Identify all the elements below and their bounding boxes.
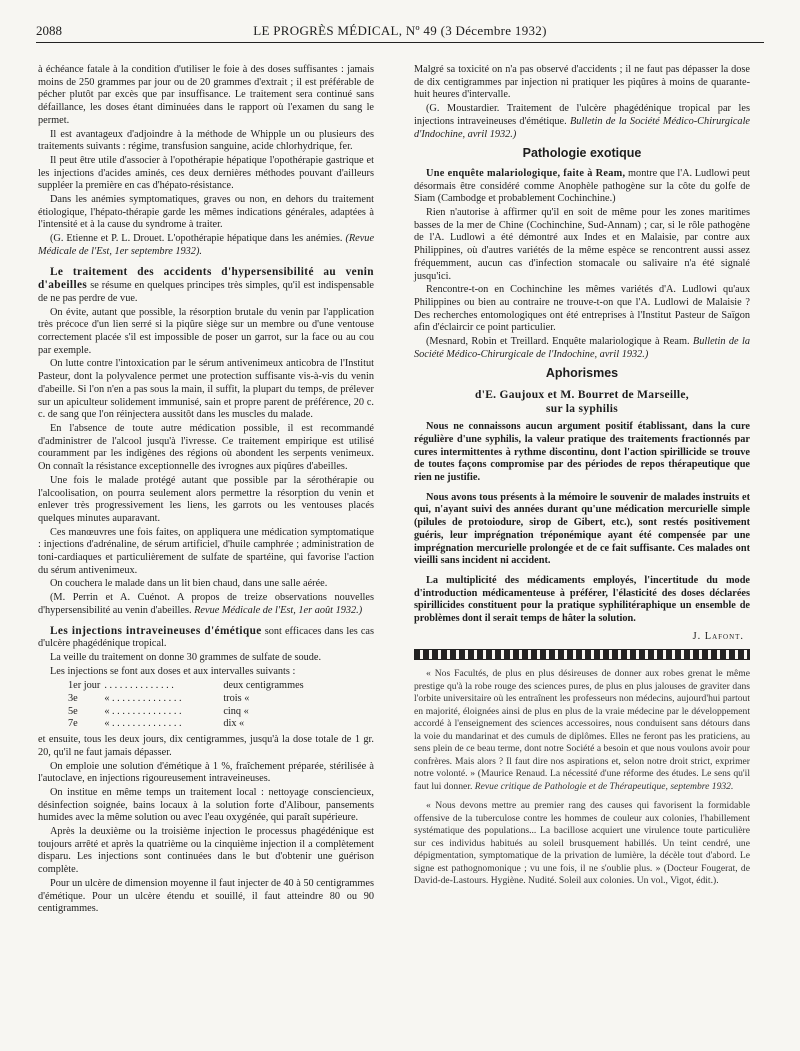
paragraph: On emploie une solution d'émétique à 1 %, fraîchement préparée, stérilisée à l'autoclave, en injections rigoureusement intraveineuses. [38, 760, 374, 785]
section-intro: se résume en quelques principes très simples, qu'il est indispensable de ne pas perdre de vue. [38, 280, 374, 304]
paragraph: Il peut être utile d'associer à l'opothérapie hépatique l'opothérapie gastrique et les injections d'acides aminés, ces deux dernières méthodes pouvant d'ailleurs suppléer la première en cas d'hépato-résistance. [38, 154, 374, 192]
quotation: « Nous devons mettre au premier rang des causes qui favorisent la formidable offensive de la tuberculose contre les hommes de couleur aux colonies, l'habillement systématique des populations... La bacillose acquiert une virulence toute particulière sur ces individus habitués au soleil brusquement habillés. Un teint cendré, une dépigmentation, symptomatique de la privation de lumière, la décèle tout d'abord. Le signe est pathognomonique ; vu une fois, il ne s'oublie plus. » (Docteur Fougerat, de David-de-Lastours. Hygiène. Nudité. Soleil aux colonies. Un vol., Vigot, édit.). [414, 800, 750, 887]
quote-text: « Nos Facultés, de plus en plus désireuses de donner aux robes grenat le même prestige qu'à la robe rouge des sciences pures, de plus en plus jalouses de graviter dans l'orbite universitaire où les entraînent les professeurs non médecins, aujourd'hui partout en majorité, éloignées ainsi de plus en plus de la vraie médecine par le développement accordé à l'enseignement des sciences accessoires, nous conduisent sans détours dans la voie du mandarinat et des cumuls de diplômes. Elles ne feront pas les praticiens, au sens plein de ce beau terme, dont notre Société a besoin et que nous voulons avoir pour confrères. Mais alors ? Il faut dire nos aspirations et, selon notre droit strict, exprimer notre volonté. » (Maurice Renaud. La nécessité d'une réforme des études. Le sens qu'il faut lui donner. [414, 668, 750, 792]
section-title: Les injections intraveineuses d'émétique [50, 624, 262, 637]
reference [38, 233, 374, 258]
paragraph: En l'absence de toute autre médication possible, il est recommandé d'administrer de l'alcool jusqu'à l'ivresse. Ce traitement empirique est utilisé couramment par les indigènes des régions où abondent les serpents venimeux. On connaît la résistance exceptionnelle des ivrognes aux piqûres d'abeilles. [38, 422, 374, 473]
section-paragraph [38, 625, 374, 651]
subtitle-line: d'E. Gaujoux et M. Bourret de Marseille, [475, 389, 689, 402]
right-column [414, 64, 750, 889]
section-heading: Pathologie exotique [522, 146, 642, 161]
ornamental-divider [414, 649, 750, 660]
section-intro: montre que l'A. Ludlowi peut désormais être considéré comme Anophèle pathogène sur la côte du golfe de Siam (Cambodge et probablement Cochinchine.) [414, 167, 750, 205]
dose-dots: « . . . . . . . . . . . . . . [104, 705, 182, 717]
section-subtitle [414, 388, 750, 416]
paragraph: Ces manœuvres une fois faites, on appliquera une médication symptomatique : injections d'adrénaline, de sérum artificiel, d'huile camphrée ; administration de toni-cardiaques et particulièrement de sulfate de spartéine, qui favorise l'action du sérum antivenimeux. [38, 526, 374, 576]
dose-row [68, 693, 308, 706]
page-header [36, 20, 764, 43]
reference-authors: (Mesnard, Robin et Treillard. Enquête malariologique à Ream. [426, 336, 690, 348]
signature: J. Lafont. [692, 630, 744, 642]
dose-day: 3e [68, 693, 78, 705]
dose-day: 7e [68, 718, 78, 730]
subtitle-line: sur la syphilis [545, 403, 619, 416]
paragraph: La veille du traitement on donne 30 grammes de sulfate de soude. [50, 651, 322, 663]
paragraph: Il est avantageux d'adjoindre à la méthode de Whipple un ou plusieurs des traitements suivants : régime, transfusion sanguine, acide chlorhydrique, fer. [38, 128, 374, 153]
section-paragraph [38, 266, 374, 306]
section-title: Une enquête malariologique, faite à Ream, [426, 167, 626, 179]
quotation [414, 668, 750, 793]
reference-authors: (G. Etienne et P. L. Drouet. L'opothérapie hépatique dans les anémies. [50, 233, 343, 245]
paragraph: Malgré sa toxicité on n'a pas observé d'accidents ; il ne faut pas dépasser la dose de dix centigrammes par injection ni pratiquer les piqûres à moins de quarante-huit heures d'intervalle. [414, 64, 750, 101]
dose-day: 5e [68, 705, 78, 717]
dose-amount: cinq « [223, 705, 249, 717]
paragraph: On institue en même temps un traitement local : nettoyage consciencieux, désinfection soignée, bains locaux à la solution forte d'Alibour, pansements humides avec la même solution ou avec l'eau oxygénée, qui paraît supérieure. [38, 786, 374, 824]
reference-authors: (M. Perrin et A. Cuénot. A propos de treize observations nouvelles d'hypersensibilité au venin d'abeilles. [38, 592, 374, 616]
reference [414, 103, 750, 141]
dose-dots: « . . . . . . . . . . . . . . [104, 693, 182, 705]
dose-row [68, 680, 308, 693]
dose-dots: « . . . . . . . . . . . . . . [104, 718, 182, 730]
page-number: 2088 [36, 23, 62, 38]
aphorism: Nous ne connaissons aucun argument positif établissant, dans la cure régulière d'une syphilis, la valeur pratique des traitements fractionnés par cures intermittentes à rythme discontinu, dont l'action spirillicide se trouve de toutes façons compromise par des périodes de repos thérapeutique que rien ne justifie. [414, 421, 750, 483]
reference-source: Bulletin de la Société Médico-Chirurgicale d'Indochine, avril 1932.) [414, 115, 751, 140]
dose-dots: . . . . . . . . . . . . . . [104, 680, 174, 692]
dose-amount: deux centigrammes [223, 680, 304, 692]
section-intro: sont efficaces dans les cas d'ulcère phagédénique tropical. [38, 625, 374, 650]
paragraph: Rien n'autorise à affirmer qu'il en soit de même pour les zones maritimes basses de la mer de Chine (Cochinchine, Sud-Annam) ; car, si le rôle pathogène de l'A. Ludlowi a été démontré aux Indes et en Malaisie, par contre aux Philippines, où d'autres variétés de la même espèce se rencontrent aussi assez fréquemment, aucun cas d'infection stomacale ou salivaire n'a été signalé jusqu'ici. [414, 207, 750, 282]
paragraph: Une fois le malade protégé autant que possible par la sérothérapie ou l'alcoolisation, on pourra seulement alors permettre la résorption du venin et enlever très progressivement les liens, les garrots ou les ventouses placés quelques minutes auparavant. [38, 474, 374, 524]
quote-source: Revue critique de Pathologie et de Thérapeutique, septembre 1932. [474, 780, 734, 792]
reference-authors: (G. Moustardier. Traitement de l'ulcère phagédénique tropical par les injections intraveineuses d'émétique. [414, 103, 750, 127]
paragraph: On lutte contre l'intoxication par le sérum antivenimeux anticobra de l'Institut Pasteur, dont la polyvalence permet une protection suffisante vis-à-vis du venin d'abeille. Si l'on n'en a pas sous la main, il suffit, la plupart du temps, de prélever sur un apiculteur solidement immunisé, sain et propre parent de préférence, 20 c. c. de sang que l'on réinjectera aussitôt dans les muscles du malade. [38, 358, 374, 421]
paragraph: à échéance fatale à la condition d'utiliser le foie à des doses suffisantes : jamais moins de 250 grammes par jour ou de 20 grammes d'extrait ; il est préférable de pécher plutôt par excès que par insuffisance. Le traitement sera continué sans défaillance, les doses étant diminuées dans le rapport où l'examen du sang le permet. [38, 64, 374, 126]
running-title: LE PROGRÈS MÉDICAL, Nº 49 (3 Décembre 1932) [253, 23, 547, 38]
paragraph: Les injections se font aux doses et aux intervalles suivants : [50, 665, 296, 677]
section-paragraph [414, 168, 750, 206]
reference-source: Revue Médicale de l'Est, 1er août 1932.) [194, 604, 363, 616]
left-column [38, 64, 374, 917]
section-heading: Aphorismes [545, 366, 619, 381]
paragraph: et ensuite, tous les deux jours, dix centigrammes, jusqu'à la dose totale de 1 gr. 20, qu'il ne faut jamais dépasser. [38, 734, 374, 758]
aphorism: La multiplicité des médicaments employés, l'incertitude du mode d'introduction médicamenteuse à préférer, l'élasticité des doses déclarées spirillicides constituent pour la pratique syphilitéraphique un ensemble de problèmes dont il serait temps de hâter la solution. [414, 574, 750, 625]
aphorism: Nous avons tous présents à la mémoire le souvenir de malades instruits et qui, n'ayant suivi des années durant qu'une médication mercurielle simple (pilules de protoiodure, sirop de Gibert, etc.), sont restés positivement guéris, leur imprégnation tréponémique ayant été compensée par une imprégnation mercurielle prolongée et de ce fait suffisante. Ces malades ont vieilli sans incident ni accident. [414, 491, 750, 567]
paragraph: On couchera le malade dans un lit bien chaud, dans une salle aérée. [50, 578, 328, 590]
dose-table [68, 680, 308, 731]
dose-row [68, 706, 308, 719]
dose-amount: trois « [223, 693, 250, 705]
reference [38, 592, 374, 617]
reference-source: Bulletin de la Société Médico-Chirurgicale de l'Indochine, avril 1932.) [414, 336, 750, 360]
dose-row [68, 718, 308, 731]
paragraph: On évite, autant que possible, la résorption brutale du venin par l'application très précoce d'un lien serré si la piqûre siège sur un membre ou d'une ventouse correctement placée s'il est impossible de poser un garrot, sur la face ou au cou par exemple. [38, 306, 374, 356]
paragraph: Pour un ulcère de dimension moyenne il faut injecter de 40 à 50 centigrammes d'émétique. Pour un ulcère étendu et souillé, il faut atteindre 80 ou 90 centigrammes. [38, 877, 374, 915]
dose-amount: dix « [223, 718, 245, 730]
paragraph: Rencontre-t-on en Cochinchine les mêmes variétés d'A. Ludlowi qu'aux Philippines ou bien au contraire ne trouve-t-on que l'A. Ludlowi de Malaisie ? Des recherches entomologiques ont été entreprises à l'Institut Pasteur de Saïgon afin d'éclaircir ce point particulier. [414, 284, 750, 334]
paragraph: Après la deuxième ou la troisième injection le processus phagédénique est toujours arrêté et après la quatrième ou la cinquième injection il a complètement disparu. Les injections sont continuées dans le but d'obtenir une guérison complète. [38, 826, 374, 876]
section-title: Le traitement des accidents d'hypersensibilité au venin d'abeilles [38, 265, 374, 292]
paragraph: Dans les anémies symptomatiques, graves ou non, en dehors du traitement étiologique, l'hépato-thérapie garde les mêmes indications générales, adaptées à l'intensité et à la cause du syndrome à traiter. [38, 194, 374, 231]
dose-day: 1er jour [68, 680, 101, 692]
reference [414, 336, 750, 361]
reference-source: (Revue Médicale de l'Est, 1er septembre 1932). [38, 233, 375, 257]
